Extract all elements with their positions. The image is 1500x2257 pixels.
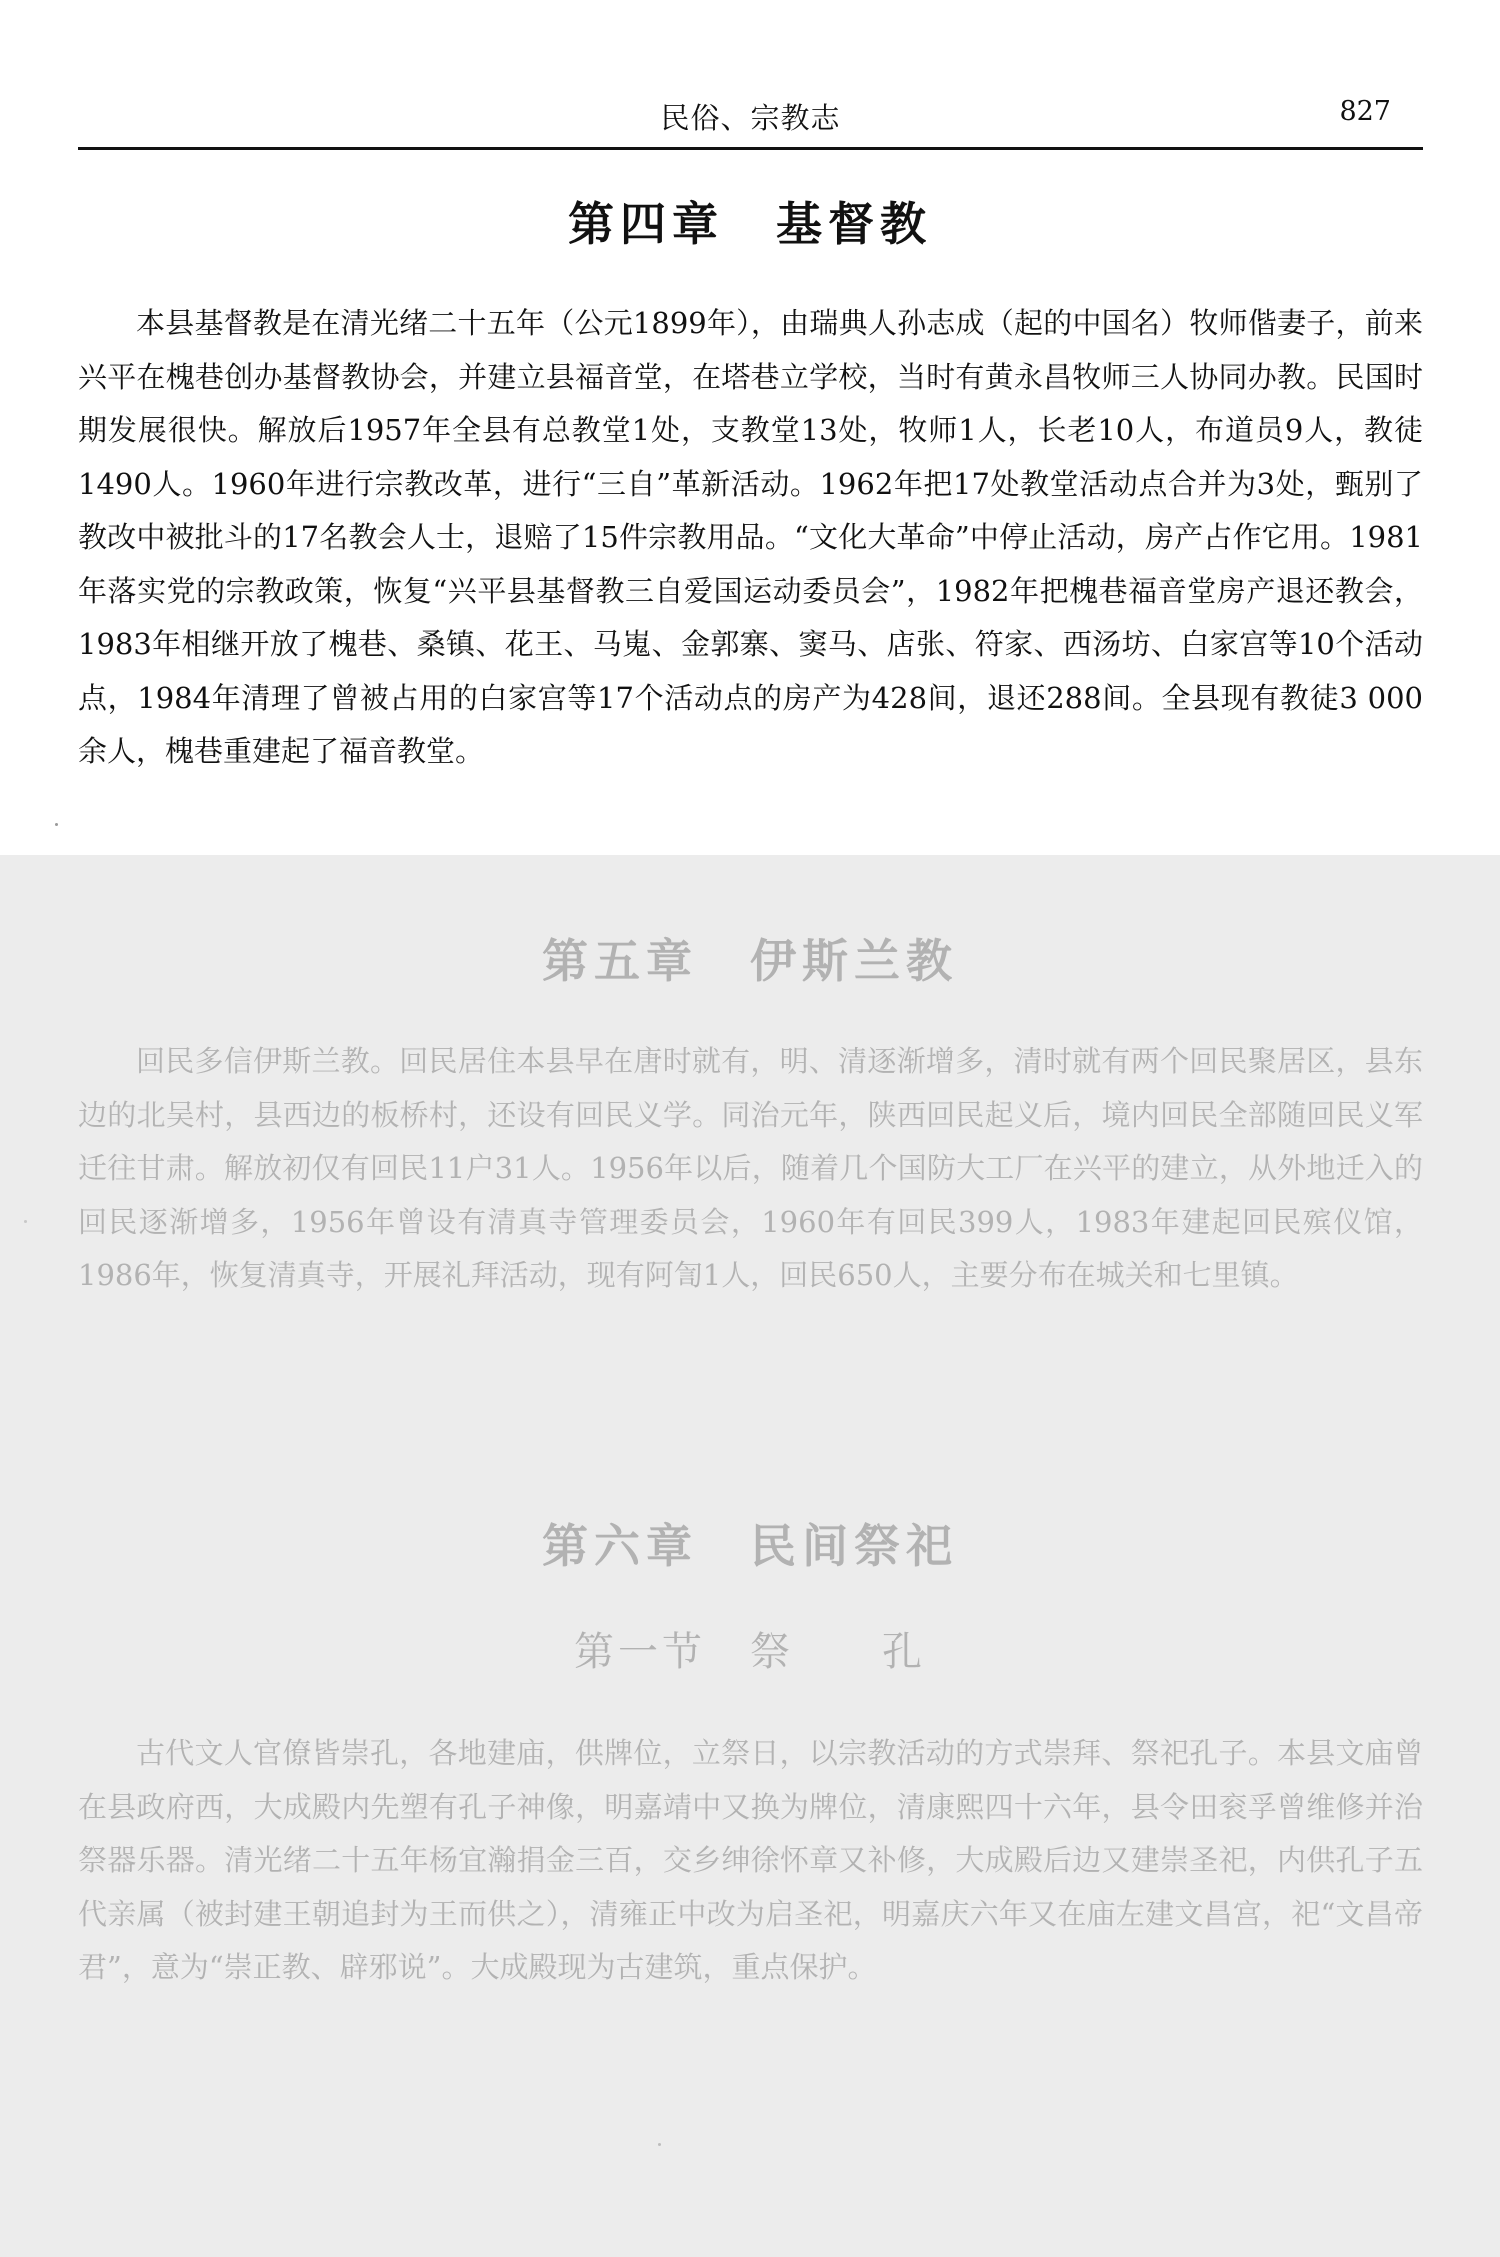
faded-content-region — [0, 855, 1500, 2257]
chapter-5-paragraph: 回民多信伊斯兰教。回民居住本县早在唐时就有，明、清逐渐增多，清时就有两个回民聚居区，县东边的北吴村，县西边的板桥村，还设有回民义学。同治元年，陕西回民起义后，境内回民全部随回民义军迁往甘肃。解放初仅有回民11户31人。1956年以后，随着几个国防大工厂在兴平的建立，从外地迁入的回民逐渐增多，1956年曾设有清真寺管理委员会，1960年有回民399人，1983年建起回民殡仪馆，1986年，恢复清真寺，开展礼拜活动，现有阿訇1人，回民650人，主要分布在城关和七里镇。 — [78, 1044, 1423, 1292]
chapter-5-title: 第五章 伊斯兰教 — [542, 934, 958, 988]
running-header — [78, 92, 1423, 138]
chapter-6-section-1-title: 第一节 祭 孔 — [574, 1629, 926, 1675]
header-section-name: 民俗、宗教志 — [660, 101, 841, 135]
scan-speck — [24, 1220, 27, 1223]
header-rule — [78, 147, 1423, 150]
chapter-4-title: 第四章 基督教 — [568, 197, 932, 251]
chapter-6-title: 第六章 民间祭祀 — [542, 1519, 958, 1573]
scan-speck — [55, 823, 58, 826]
page-number: 827 — [1339, 96, 1391, 127]
scan-speck — [658, 2143, 661, 2146]
chapter-4-paragraph: 本县基督教是在清光绪二十五年（公元1899年），由瑞典人孙志成（起的中国名）牧师偕妻子，前来兴平在槐巷创办基督教协会，并建立县福音堂，在塔巷立学校，当时有黄永昌牧师三人协同办教。民国时期发展很快。解放后1957年全县有总教堂1处，支教堂13处，牧师1人，长老10人，布道员9人，教徒1490人。1960年进行宗教改革，进行“三自”革新活动。1962年把17处教堂活动点合并为3处，甄别了教改中被批斗的17名教会人士，退赔了15件宗教用品。“文化大革命”中停止活动，房产占作它用。1981年落实党的宗教政策，恢复“兴平县基督教三自爱国运动委员会”，1982年把槐巷福音堂房产退还教会，1983年相继开放了槐巷、桑镇、花王、马嵬、金郭寨、窦马、店张、符家、西汤坊、白家宫等10个活动点，1984年清理了曾被占用的白家宫等17个活动点的房产为428间，退还288间。全县现有教徒3 000余人，槐巷重建起了福音教堂。 — [78, 306, 1423, 768]
chapter-6-paragraph: 古代文人官僚皆崇孔，各地建庙，供牌位，立祭日，以宗教活动的方式崇拜、祭祀孔子。本县文庙曾在县政府西，大成殿内先塑有孔子神像，明嘉靖中又换为牌位，清康熙四十六年，县令田衮孚曾维修并治祭器乐器。清光绪二十五年杨宜瀚捐金三百，交乡绅徐怀章又补修，大成殿后边又建崇圣祀，内供孔子五代亲属（被封建王朝追封为王而供之），清雍正中改为启圣祀，明嘉庆六年又在庙左建文昌宫，祀“文昌帝君”，意为“崇正教、辟邪说”。大成殿现为古建筑，重点保护。 — [78, 1736, 1423, 1984]
active-content-region — [0, 0, 1500, 855]
